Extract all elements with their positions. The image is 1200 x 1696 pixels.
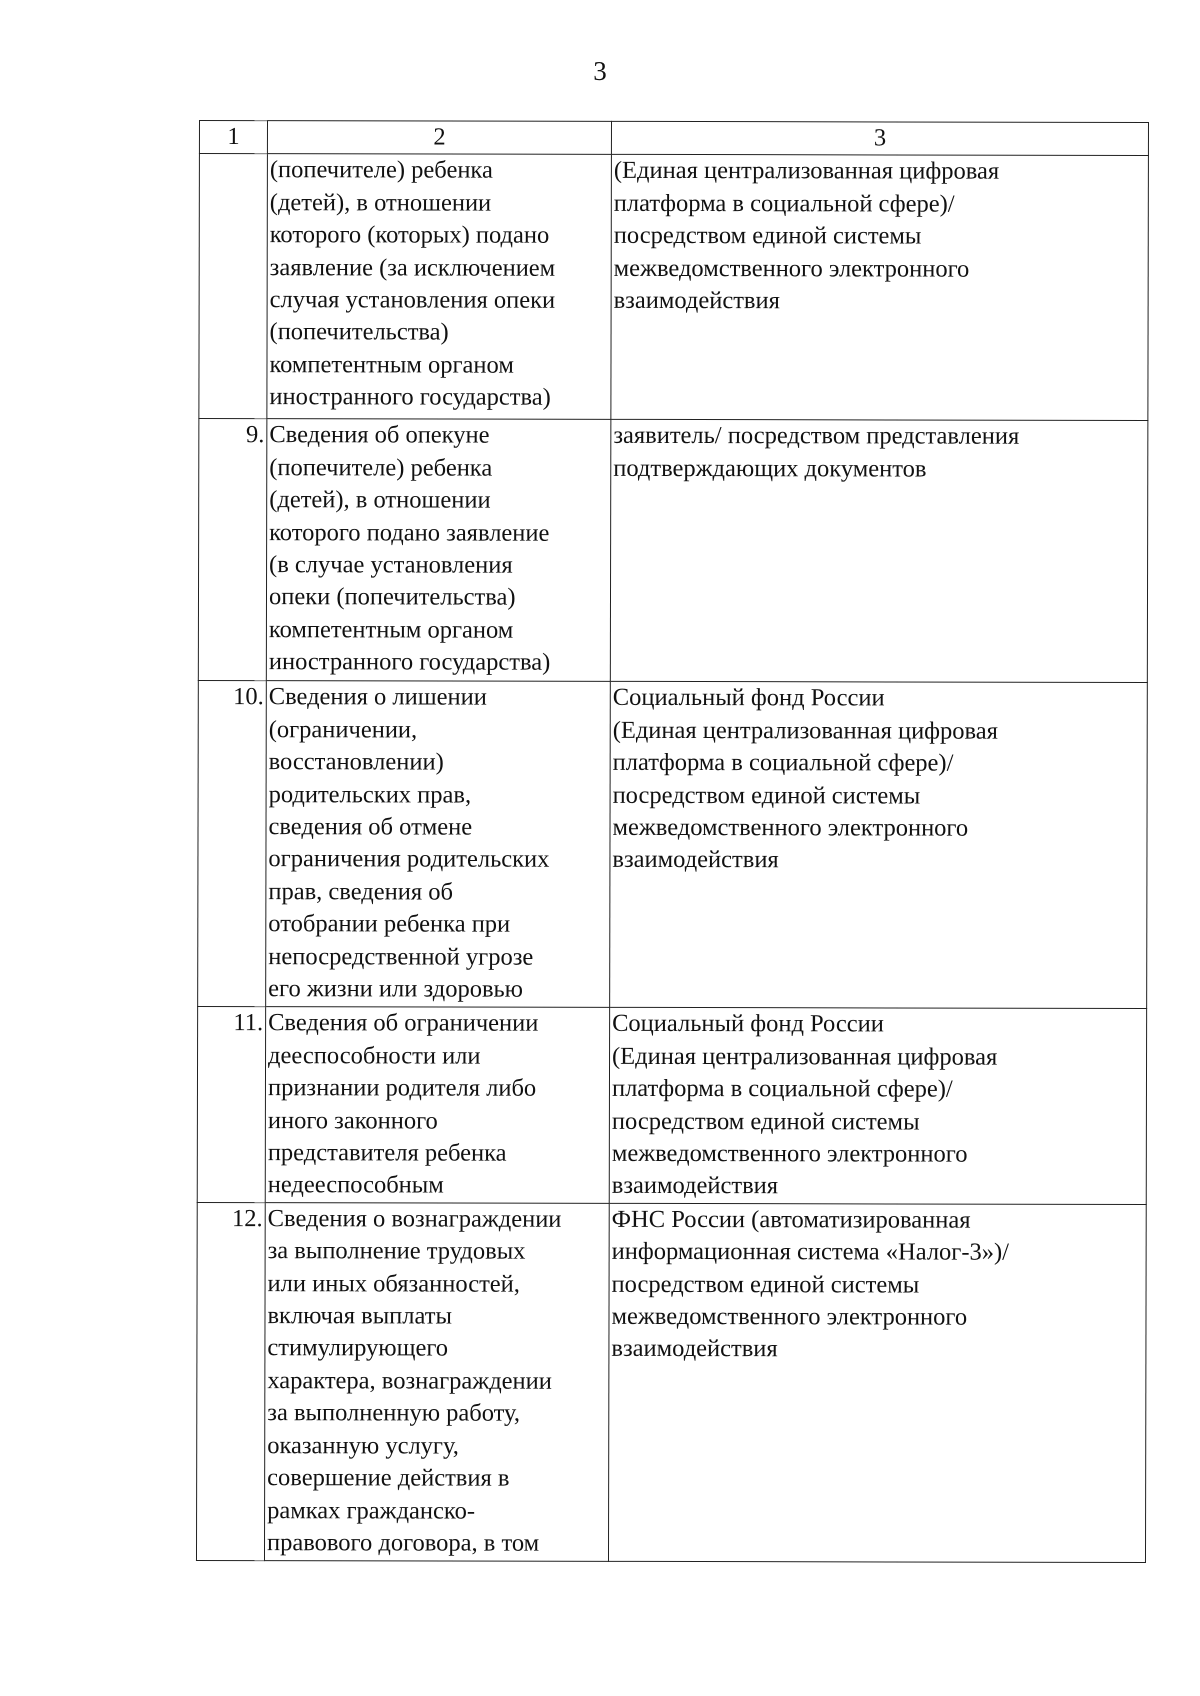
table-row: [196, 1202, 1146, 1562]
information-line: Сведения о лишении: [268, 683, 487, 712]
information-line: ограничения родительских: [268, 845, 550, 874]
source-line: платформа в социальной сфере)/: [611, 1075, 953, 1103]
source-line: заявитель/ посредством представления: [613, 422, 1020, 451]
row-number: 10.: [198, 681, 267, 1007]
information-line: иностранного государства): [269, 383, 551, 411]
information-line: включая выплаты: [267, 1302, 452, 1330]
information-line: случая установления опеки: [269, 286, 556, 314]
information-cell: [266, 681, 611, 1008]
row-number: [199, 154, 268, 419]
information-line: недееспособным: [267, 1171, 444, 1199]
information-line: его жизни или здоровью: [268, 975, 524, 1003]
information-line: представителя ребенка: [267, 1139, 507, 1167]
information-line: отобрании ребенка при: [268, 910, 511, 938]
source-line: межведомственного электронного: [613, 254, 970, 283]
information-line: (в случае установления: [269, 551, 513, 579]
column-header-3: 3: [611, 121, 1148, 156]
table-body: [196, 154, 1148, 1562]
source-line: взаимодействия: [612, 846, 779, 874]
information-line: или иных обязанностей,: [267, 1269, 520, 1298]
source-cell: [610, 682, 1148, 1009]
information-line: совершение действия в: [267, 1464, 510, 1492]
information-line: рамках гражданско-: [267, 1496, 476, 1525]
information-line: компетентным органом: [268, 615, 514, 644]
information-line: опеки (попечительства): [268, 583, 516, 612]
source-line: межведомственного электронного: [612, 813, 969, 842]
information-line: заявление (за исключением: [269, 253, 556, 282]
row-number: 9.: [198, 419, 267, 681]
column-header-2: 2: [267, 121, 611, 155]
information-line: признании родителя либо: [267, 1074, 537, 1102]
source-line: (Единая централизованная цифровая: [612, 1042, 998, 1071]
information-line: (попечителе) ребенка: [269, 453, 493, 482]
information-cell: [265, 1007, 609, 1203]
source-line: (Единая централизованная цифровая: [612, 716, 999, 745]
table-header-row: [199, 121, 1148, 156]
source-line: посредством единой системы: [611, 1270, 920, 1299]
column-header-1: 1: [199, 121, 267, 155]
information-line: за выполнение трудовых: [267, 1237, 526, 1265]
page-number: 3: [593, 56, 607, 86]
source-line: ФНС России (автоматизированная: [611, 1205, 971, 1234]
information-line: оказанную услугу,: [267, 1431, 459, 1460]
source-line: платформа в социальной сфере)/: [613, 189, 955, 218]
table-row: [199, 154, 1149, 421]
source-line: взаимодействия: [613, 286, 780, 315]
information-line: правового договора, в том: [266, 1529, 540, 1557]
source-line: взаимодействия: [611, 1335, 778, 1363]
information-line: иностранного государства): [268, 648, 551, 676]
information-line: стимулирующего: [267, 1334, 449, 1362]
information-line: (попечительства): [269, 318, 449, 346]
information-line: Сведения об опекуне: [269, 421, 490, 450]
information-line: (ограничении,: [268, 715, 418, 744]
source-cell: [608, 1203, 1146, 1562]
information-line: характера, вознаграждении: [267, 1367, 552, 1395]
information-line: сведения об отмене: [268, 813, 473, 841]
information-line: иного законного: [267, 1106, 438, 1135]
source-line: посредством единой системы: [611, 1107, 920, 1136]
information-line: дееспособности или: [268, 1041, 481, 1070]
information-cell: [266, 419, 611, 682]
information-line: прав, сведения об: [268, 877, 453, 906]
information-cell: [264, 1202, 609, 1561]
source-line: платформа в социальной сфере)/: [612, 749, 954, 777]
data-sources-table: [196, 120, 1149, 1563]
source-line: посредством единой системы: [613, 222, 922, 250]
source-line: Социальный фонд России: [612, 1010, 884, 1038]
source-cell: [610, 420, 1148, 683]
source-line: посредством единой системы: [612, 781, 921, 810]
row-number: 12.: [196, 1202, 265, 1560]
source-cell: [609, 1008, 1146, 1205]
source-line: Социальный фонд России: [612, 684, 885, 712]
information-line: непосредственной угрозе: [268, 942, 534, 971]
information-line: за выполненную работу,: [267, 1399, 521, 1427]
table-row: [197, 1007, 1146, 1204]
information-line: которого (которых) подано: [269, 221, 550, 249]
information-cell: [267, 154, 612, 420]
source-line: взаимодействия: [611, 1172, 779, 1200]
information-line: (попечителе) ребенка: [269, 156, 493, 185]
information-line: Сведения об ограничении: [268, 1009, 539, 1038]
information-line: которого подано заявление: [269, 518, 550, 547]
row-number: 11.: [197, 1007, 265, 1203]
information-line: родительских прав,: [268, 780, 472, 809]
information-line: восстановлении): [268, 748, 444, 776]
information-line: Сведения о вознаграждении: [267, 1204, 562, 1233]
source-line: информационная система «Налог-3»)/: [611, 1238, 1010, 1266]
information-line: (детей), в отношении: [269, 188, 492, 217]
information-line: (детей), в отношении: [269, 486, 491, 514]
source-line: подтверждающих документов: [613, 454, 927, 483]
source-cell: [611, 155, 1149, 421]
table-row: [198, 419, 1148, 683]
information-line: компетентным органом: [269, 350, 514, 379]
source-line: (Единая централизованная цифровая: [613, 157, 1000, 186]
table-row: [198, 681, 1148, 1009]
source-line: межведомственного электронного: [611, 1139, 968, 1168]
source-line: межведомственного электронного: [611, 1302, 968, 1331]
